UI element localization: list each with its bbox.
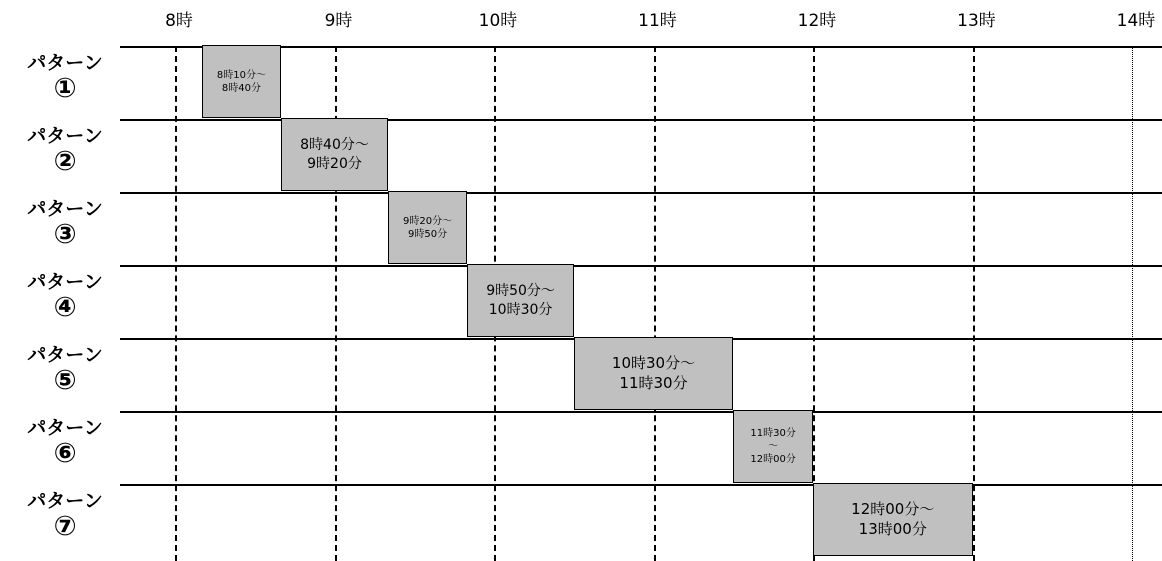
time-slot-bar (388, 191, 468, 264)
time-slot-bar (733, 410, 813, 483)
time-slot-bar (202, 45, 282, 118)
bar-time-label: 10時30分 (488, 301, 553, 318)
pattern-label (0, 200, 130, 248)
time-slot-bar (574, 337, 734, 410)
bar-time-label: 9時50分 (407, 228, 448, 240)
pattern-label-number: ⑤ (53, 365, 77, 396)
x-tick-label: 12時 (797, 11, 837, 31)
pattern-label-number: ① (53, 73, 77, 104)
pattern-label (0, 273, 130, 321)
x-tick-label: 11時 (638, 11, 677, 31)
bar-time-label: 12時00分～ (851, 500, 935, 518)
pattern-label (0, 492, 130, 540)
row-separator (120, 411, 1162, 413)
time-slot-bar (813, 483, 973, 556)
bar-time-label: 9時20分～ (402, 215, 453, 227)
bar-time-label: 11時30分 (750, 428, 796, 439)
row-separator (120, 265, 1162, 267)
pattern-label-number: ⑥ (53, 438, 77, 469)
pattern-label-name: パターン (27, 344, 103, 366)
bar-time-label: ～ (768, 441, 779, 452)
time-slot-bar (281, 118, 387, 191)
x-tick-label: 8時 (165, 11, 193, 31)
pattern-label-name: パターン (27, 198, 103, 220)
bar-time-label: 9時50分～ (486, 283, 555, 300)
bar-time-label: 9時20分 (307, 155, 362, 172)
pattern-label-name: パターン (27, 52, 103, 74)
pattern-label-name: パターン (27, 490, 103, 512)
pattern-label-name: パターン (27, 417, 103, 439)
x-tick-label: 10時 (478, 11, 518, 31)
x-tick-label: 13時 (957, 11, 996, 31)
pattern-label-number: ③ (53, 219, 77, 250)
pattern-label (0, 127, 130, 175)
pattern-label (0, 346, 130, 394)
bar-time-label: 12時00分 (750, 454, 796, 465)
time-slot-bar (467, 264, 573, 337)
bar-time-label: 10時30分～ (611, 354, 696, 372)
row-separator (120, 484, 1162, 486)
pattern-label-number: ④ (53, 292, 77, 323)
pattern-label-name: パターン (27, 271, 103, 293)
bar-time-label: 8時40分 (221, 82, 261, 94)
row-separator (120, 192, 1162, 194)
bar-time-label: 8時10分～ (216, 69, 266, 81)
bar-time-label: 13時00分 (858, 519, 927, 538)
pattern-label-number: ② (53, 146, 77, 177)
bar-time-label: 11時30分 (619, 373, 688, 392)
bar-time-label: 8時40分～ (300, 137, 369, 154)
row-separator (120, 119, 1162, 121)
pattern-label (0, 54, 130, 102)
pattern-label-name: パターン (27, 125, 103, 147)
x-tick-label: 14時 (1116, 11, 1156, 31)
pattern-label (0, 419, 130, 467)
x-tick-label: 9時 (324, 11, 353, 31)
pattern-label-number: ⑦ (53, 511, 77, 542)
